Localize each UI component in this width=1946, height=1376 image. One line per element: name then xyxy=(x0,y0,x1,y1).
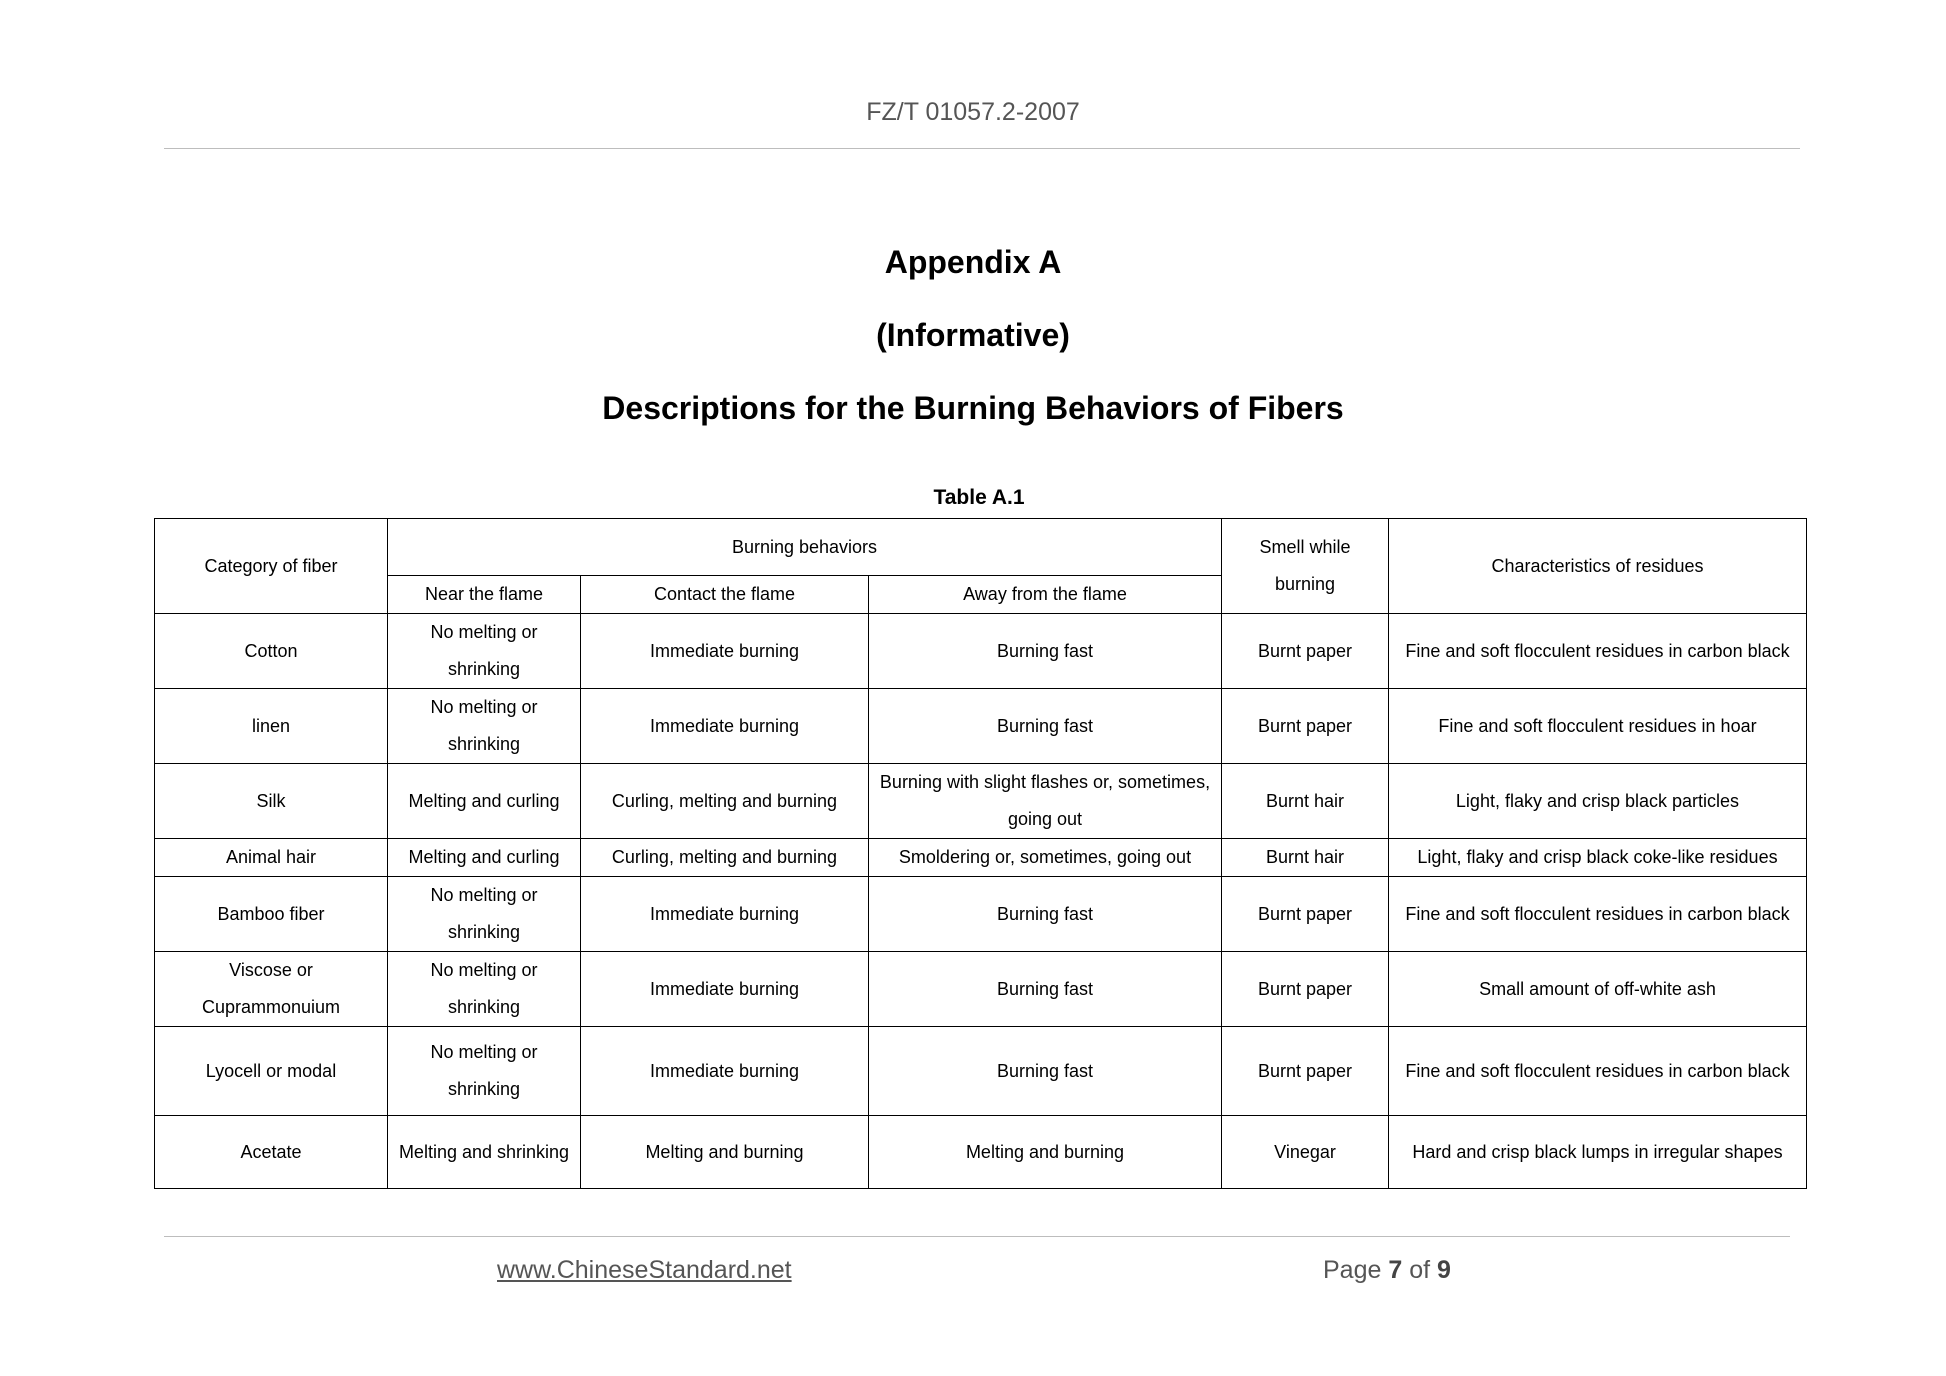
cell-away: Melting and burning xyxy=(869,1116,1222,1189)
cell-residues: Light, flaky and crisp black particles xyxy=(1389,764,1807,839)
header-category: Category of fiber xyxy=(155,519,388,614)
appendix-type: (Informative) xyxy=(876,317,1070,353)
table-row xyxy=(155,614,1807,689)
burning-behaviors-table xyxy=(154,518,1807,1189)
header-divider xyxy=(164,148,1800,149)
table-caption: Table A.1 xyxy=(933,486,1025,509)
cell-category: Viscose or Cuprammonuium xyxy=(155,952,388,1027)
cell-category: Acetate xyxy=(155,1116,388,1189)
appendix-title: Appendix A xyxy=(884,244,1062,280)
page-current: 7 xyxy=(1388,1256,1403,1284)
cell-smell: Vinegar xyxy=(1222,1116,1389,1189)
cell-near: No melting or shrinking xyxy=(388,1027,581,1116)
cell-near: Melting and shrinking xyxy=(388,1116,581,1189)
cell-near: Melting and curling xyxy=(388,764,581,839)
footer-divider xyxy=(164,1236,1790,1237)
cell-near: No melting or shrinking xyxy=(388,952,581,1027)
cell-residues: Fine and soft flocculent residues in carbon black xyxy=(1389,614,1807,689)
cell-away: Burning fast xyxy=(869,689,1222,764)
cell-near: Melting and curling xyxy=(388,839,581,877)
document-code: FZ/T 01057.2-2007 xyxy=(866,98,1080,126)
header-smell: Smell while burning xyxy=(1222,519,1389,614)
cell-category: Silk xyxy=(155,764,388,839)
cell-contact: Curling, melting and burning xyxy=(581,839,869,877)
cell-away: Burning with slight flashes or, sometimes, going out xyxy=(869,764,1222,839)
page-prefix: Page xyxy=(1323,1256,1382,1284)
page-indicator xyxy=(1323,1256,1451,1285)
cell-category: Cotton xyxy=(155,614,388,689)
header-away-flame: Away from the flame xyxy=(869,576,1222,614)
cell-residues: Hard and crisp black lumps in irregular shapes xyxy=(1389,1116,1807,1189)
cell-category: Lyocell or modal xyxy=(155,1027,388,1116)
header-near-flame: Near the flame xyxy=(388,576,581,614)
cell-residues: Fine and soft flocculent residues in carbon black xyxy=(1389,877,1807,952)
cell-away: Burning fast xyxy=(869,1027,1222,1116)
cell-contact: Immediate burning xyxy=(581,1027,869,1116)
header-contact-flame: Contact the flame xyxy=(581,576,869,614)
cell-residues: Small amount of off-white ash xyxy=(1389,952,1807,1027)
cell-smell: Burnt hair xyxy=(1222,764,1389,839)
cell-smell: Burnt paper xyxy=(1222,1027,1389,1116)
cell-category: Bamboo fiber xyxy=(155,877,388,952)
cell-smell: Burnt paper xyxy=(1222,952,1389,1027)
appendix-heading: Descriptions for the Burning Behaviors of Fibers xyxy=(602,390,1344,426)
table-row xyxy=(155,877,1807,952)
cell-contact: Melting and burning xyxy=(581,1116,869,1189)
cell-residues: Light, flaky and crisp black coke-like residues xyxy=(1389,839,1807,877)
page-of: of xyxy=(1409,1256,1431,1284)
cell-smell: Burnt paper xyxy=(1222,877,1389,952)
cell-away: Burning fast xyxy=(869,952,1222,1027)
cell-category: Animal hair xyxy=(155,839,388,877)
table-row xyxy=(155,689,1807,764)
cell-away: Smoldering or, sometimes, going out xyxy=(869,839,1222,877)
cell-residues: Fine and soft flocculent residues in hoar xyxy=(1389,689,1807,764)
cell-smell: Burnt paper xyxy=(1222,614,1389,689)
table-row xyxy=(155,1116,1807,1189)
cell-contact: Immediate burning xyxy=(581,952,869,1027)
table-row xyxy=(155,952,1807,1027)
cell-away: Burning fast xyxy=(869,877,1222,952)
cell-category: linen xyxy=(155,689,388,764)
cell-contact: Immediate burning xyxy=(581,614,869,689)
header-burning-behaviors: Burning behaviors xyxy=(388,519,1222,576)
cell-contact: Curling, melting and burning xyxy=(581,764,869,839)
header-residues: Characteristics of residues xyxy=(1389,519,1807,614)
cell-residues: Fine and soft flocculent residues in carbon black xyxy=(1389,1027,1807,1116)
table-row xyxy=(155,1027,1807,1116)
cell-near: No melting or shrinking xyxy=(388,614,581,689)
table-row xyxy=(155,839,1807,877)
table-row xyxy=(155,764,1807,839)
cell-away: Burning fast xyxy=(869,614,1222,689)
cell-near: No melting or shrinking xyxy=(388,877,581,952)
website-link[interactable]: www.ChineseStandard.net xyxy=(497,1256,792,1284)
cell-smell: Burnt paper xyxy=(1222,689,1389,764)
cell-smell: Burnt hair xyxy=(1222,839,1389,877)
page-total: 9 xyxy=(1437,1256,1451,1284)
cell-contact: Immediate burning xyxy=(581,689,869,764)
cell-contact: Immediate burning xyxy=(581,877,869,952)
cell-near: No melting or shrinking xyxy=(388,689,581,764)
